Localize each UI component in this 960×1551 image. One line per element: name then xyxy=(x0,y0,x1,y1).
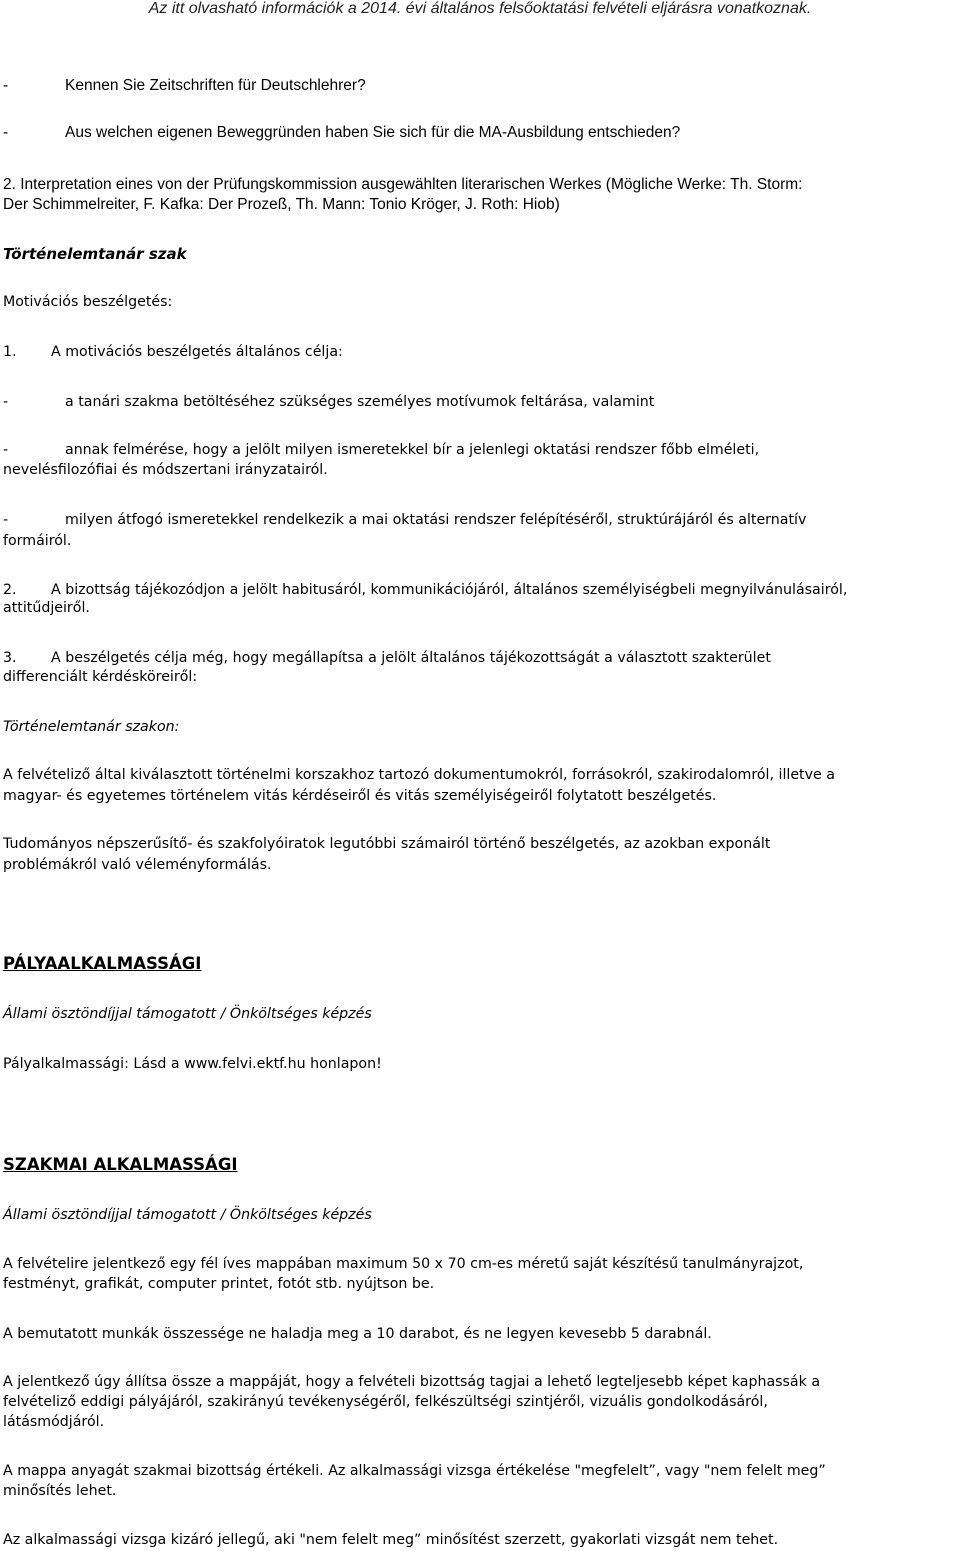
bullet-3-line-2: formáiról. xyxy=(3,533,72,549)
question-2: - Aus welchen eigenen Beweggründen haben Sie sich für die MA-Ausbildung entschieden? xyxy=(3,124,681,141)
szakmai-paragraph-2: A bemutatott munkák összessége ne haladja meg a 10 darabot, és ne legyen kevesebb 5 darabnál. xyxy=(3,1326,712,1342)
szakmai-paragraph-3-line-3: látásmódjáról. xyxy=(3,1414,105,1430)
szakmai-paragraph-4-line-2: minősítés lehet. xyxy=(3,1483,117,1499)
palyaalkalmassagi-subtitle: Állami ösztöndíjjal támogatott / Önköltséges képzés xyxy=(3,1006,372,1022)
szakmai-paragraph-4-line-1: A mappa anyagát szakmai bizottság értékeli. Az alkalmassági vizsga értékelése "megfelelt”, vagy "nem felelt meg” xyxy=(3,1463,826,1479)
page-header-notice: Az itt olvasható információk a 2014. évi általános felsőoktatási felvételi eljárásra vonatkoznak. xyxy=(148,0,812,17)
item-2-line-2: Der Schimmelreiter, F. Kafka: Der Prozeß, Th. Mann: Tonio Kröger, J. Roth: Hiob) xyxy=(3,196,560,213)
motivation-point-2-line-1: 2. A bizottság tájékozódjon a jelölt habitusáról, kommunikációjáról, általános személyiségbeli megnyilvánulásairól, xyxy=(3,582,848,598)
szakmai-paragraph-1-line-2: festményt, grafikát, computer printet, fotót stb. nyújtson be. xyxy=(3,1276,435,1292)
paragraph-2-line-2: problémákról való véleményformálás. xyxy=(3,857,272,873)
motivation-label: Motivációs beszélgetés: xyxy=(3,294,173,310)
bullet-1: - a tanári szakma betöltéséhez szükséges személyes motívumok feltárása, valamint xyxy=(3,394,655,410)
szakmai-paragraph-3-line-2: felvételiző eddigi pályájáról, szakirányú tevékenységéről, felkészültségi szintjéről, vizuális gondolkodásáról, xyxy=(3,1394,768,1410)
palyaalkalmassagi-heading: PÁLYAALKALMASSÁGI xyxy=(3,954,202,973)
szakmai-alkalmassagi-subtitle: Állami ösztöndíjjal támogatott / Önköltséges képzés xyxy=(3,1207,372,1223)
szakmai-alkalmassagi-heading: SZAKMAI ALKALMASSÁGI xyxy=(3,1155,238,1174)
item-2-line-1: 2. Interpretation eines von der Prüfungskommission ausgewählten literarischen Werkes (Mögliche Werke: Th. Storm: xyxy=(3,176,803,193)
motivation-point-1: 1. A motivációs beszélgetés általános célja: xyxy=(3,344,343,360)
section-title-tortenelem: Történelemtanár szak xyxy=(3,245,187,263)
bullet-3-line-1: - milyen átfogó ismeretekkel rendelkezik a mai oktatási rendszer felépítéséről, struktúrájáról és alternatív xyxy=(3,512,807,528)
paragraph-1-line-2: magyar- és egyetemes történelem vitás kérdéseiről és vitás személyiségeiről folytatott beszélgetés. xyxy=(3,788,717,804)
szakmai-paragraph-3-line-1: A jelentkező úgy állítsa össze a mappáját, hogy a felvételi bizottság tagjai a lehető legteljesebb képet kaphassák a xyxy=(3,1374,821,1390)
motivation-point-2-line-2: attitűdjeiről. xyxy=(3,600,90,616)
bullet-2-line-2: nevelésfilozófiai és módszertani irányzatairól. xyxy=(3,462,328,478)
paragraph-1-line-1: A felvételiző által kiválasztott történelmi korszakhoz tartozó dokumentumokról, forrásokról, szakirodalomról, illetve a xyxy=(3,767,835,783)
bullet-2-line-1: - annak felmérése, hogy a jelölt milyen ismeretekkel bír a jelenlegi oktatási rendszer főbb elméleti, xyxy=(3,442,760,458)
paragraph-2-line-1: Tudományos népszerűsítő- és szakfolyóiratok legutóbbi számairól történő beszélgetés, az azokban exponált xyxy=(3,836,771,852)
szakon-heading: Történelemtanár szakon: xyxy=(3,719,180,735)
question-1: - Kennen Sie Zeitschriften für Deutschlehrer? xyxy=(3,77,366,94)
motivation-point-3-line-1: 3. A beszélgetés célja még, hogy megállapítsa a jelölt általános tájékozottságát a választott szakterület xyxy=(3,650,771,666)
motivation-point-3-line-2: differenciált kérdésköreiről: xyxy=(3,669,198,685)
szakmai-paragraph-5: Az alkalmassági vizsga kizáró jellegű, aki "nem felelt meg” minősítést szerzett, gyakorlati vizsgát nem tehet. xyxy=(3,1532,779,1548)
palyaalkalmassagi-text: Pályalkalmassági: Lásd a www.felvi.ektf.hu honlapon! xyxy=(3,1056,382,1072)
szakmai-paragraph-1-line-1: A felvételire jelentkező egy fél íves mappában maximum 50 x 70 cm-es méretű saját készítésű tanulmányrajzot, xyxy=(3,1256,804,1272)
